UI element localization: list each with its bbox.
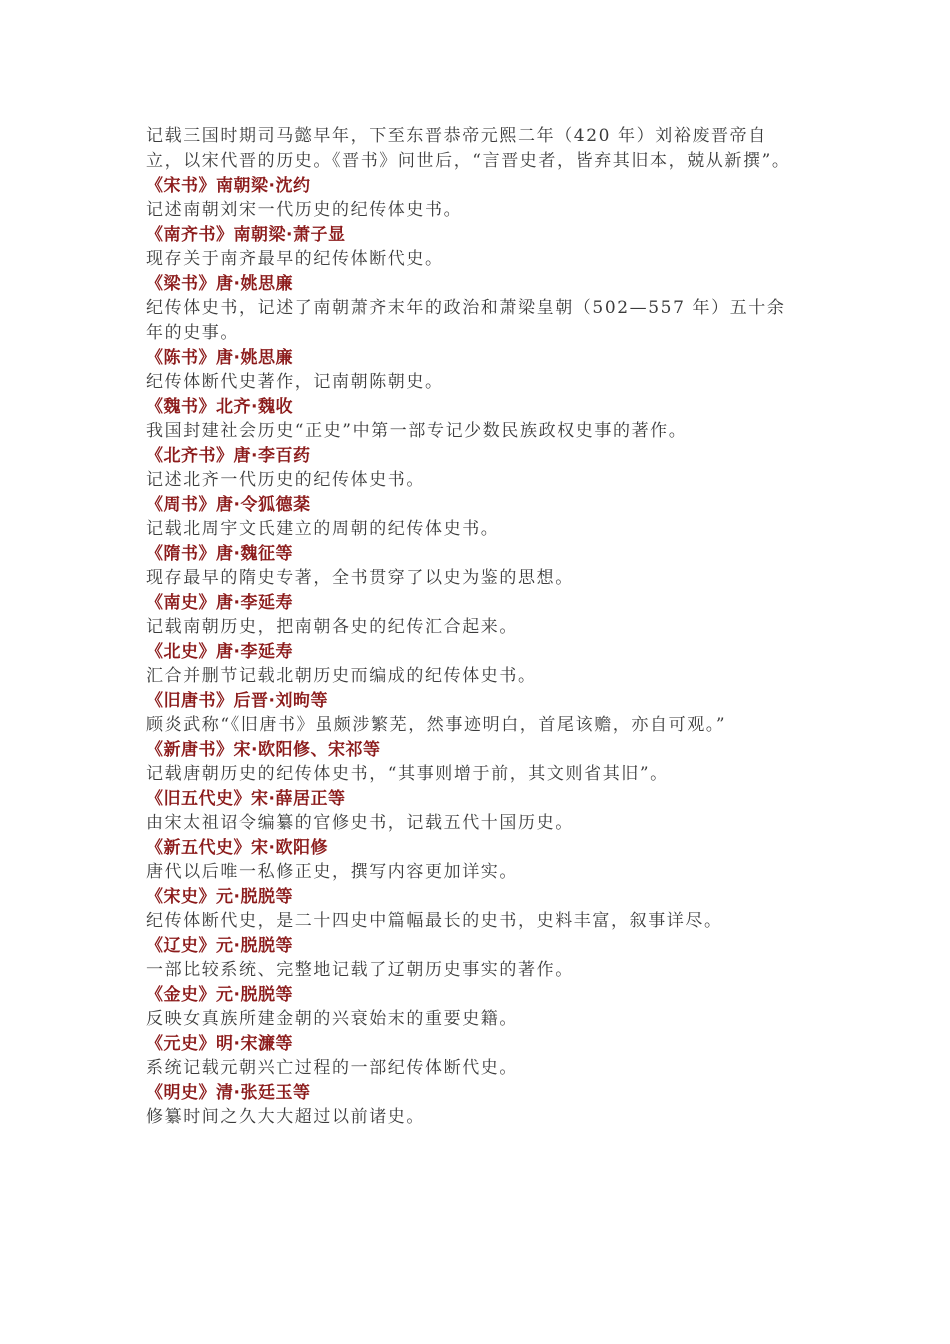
book-entry bbox=[146, 346, 796, 395]
book-title: 《魏书》北齐·魏收 bbox=[146, 397, 293, 417]
book-description: 纪传体断代史，是二十四史中篇幅最长的史书，史料丰富，叙事详尽。 bbox=[146, 911, 723, 931]
book-title: 《陈书》唐·姚思廉 bbox=[146, 348, 293, 368]
book-title: 《梁书》唐·姚思廉 bbox=[146, 274, 293, 294]
book-description: 一部比较系统、完整地记载了辽朝历史事实的著作。 bbox=[146, 960, 574, 980]
book-entry bbox=[146, 542, 796, 591]
book-entry bbox=[146, 1032, 796, 1081]
book-entry bbox=[146, 493, 796, 542]
history-book-list bbox=[146, 174, 796, 1130]
book-title: 《南齐书》南朝梁·萧子显 bbox=[146, 225, 346, 245]
book-title: 《旧唐书》后晋·刘昫等 bbox=[146, 691, 328, 711]
book-description: 由宋太祖诏令编纂的官修史书，记载五代十国历史。 bbox=[146, 813, 574, 833]
book-description: 纪传体断代史著作，记南朝陈朝史。 bbox=[146, 372, 444, 392]
book-entry bbox=[146, 738, 796, 787]
book-description: 记载北周宇文氏建立的周朝的纪传体史书。 bbox=[146, 519, 500, 539]
book-description: 我国封建社会历史“正史”中第一部专记少数民族政权史事的著作。 bbox=[146, 421, 688, 441]
book-description: 记述南朝刘宋一代历史的纪传体史书。 bbox=[146, 200, 463, 220]
book-title: 《周书》唐·令狐德棻 bbox=[146, 495, 311, 515]
book-description: 顾炎武称“《旧唐书》虽颇涉繁芜，然事迹明白，首尾该赡，亦自可观。” bbox=[146, 715, 727, 735]
book-entry bbox=[146, 787, 796, 836]
book-title: 《宋史》元·脱脱等 bbox=[146, 887, 293, 907]
book-title: 《北史》唐·李延寿 bbox=[146, 642, 293, 662]
book-description: 记载南朝历史，把南朝各史的纪传汇合起来。 bbox=[146, 617, 518, 637]
book-entry bbox=[146, 395, 796, 444]
book-description: 记述北齐一代历史的纪传体史书。 bbox=[146, 470, 425, 490]
book-description: 汇合并删节记载北朝历史而编成的纪传体史书。 bbox=[146, 666, 537, 686]
book-title: 《金史》元·脱脱等 bbox=[146, 985, 293, 1005]
book-title: 《北齐书》唐·李百药 bbox=[146, 446, 311, 466]
book-title: 《元史》明·宋濂等 bbox=[146, 1034, 293, 1054]
book-entry bbox=[146, 983, 796, 1032]
book-description: 现存最早的隋史专著，全书贯穿了以史为鉴的思想。 bbox=[146, 568, 574, 588]
book-description: 纪传体史书，记述了南朝萧齐末年的政治和萧梁皇朝（502—557 年）五十余年的史事。 bbox=[146, 298, 786, 343]
document-page bbox=[146, 124, 796, 1130]
book-entry bbox=[146, 174, 796, 223]
book-description: 唐代以后唯一私修正史，撰写内容更加详实。 bbox=[146, 862, 518, 882]
book-entry bbox=[146, 640, 796, 689]
book-entry bbox=[146, 272, 796, 346]
book-description: 修纂时间之久大大超过以前诸史。 bbox=[146, 1107, 425, 1127]
book-description: 记载唐朝历史的纪传体史书，“其事则增于前，其文则省其旧”。 bbox=[146, 764, 669, 784]
book-entry bbox=[146, 836, 796, 885]
book-title: 《隋书》唐·魏征等 bbox=[146, 544, 293, 564]
book-title: 《明史》清·张廷玉等 bbox=[146, 1083, 311, 1103]
book-title: 《辽史》元·脱脱等 bbox=[146, 936, 293, 956]
book-entry bbox=[146, 223, 796, 272]
book-description: 现存关于南齐最早的纪传体断代史。 bbox=[146, 249, 444, 269]
book-entry bbox=[146, 591, 796, 640]
book-entry bbox=[146, 934, 796, 983]
intro-paragraph: 记载三国时期司马懿早年，下至东晋恭帝元熙二年（420 年）刘裕废晋帝自立，以宋代晋的历史。《晋书》问世后，“言晋史者，皆弃其旧本，兢从新撰”。 bbox=[146, 126, 791, 171]
book-entry bbox=[146, 885, 796, 934]
book-title: 《南史》唐·李延寿 bbox=[146, 593, 293, 613]
book-title: 《新唐书》宋·欧阳修、宋祁等 bbox=[146, 740, 381, 760]
book-title: 《宋书》南朝梁·沈约 bbox=[146, 176, 311, 196]
book-description: 反映女真族所建金朝的兴衰始末的重要史籍。 bbox=[146, 1009, 518, 1029]
book-entry bbox=[146, 1081, 796, 1130]
book-title: 《旧五代史》宋·薛居正等 bbox=[146, 789, 346, 809]
book-entry bbox=[146, 689, 796, 738]
book-title: 《新五代史》宋·欧阳修 bbox=[146, 838, 328, 858]
book-description: 系统记载元朝兴亡过程的一部纪传体断代史。 bbox=[146, 1058, 518, 1078]
book-entry bbox=[146, 444, 796, 493]
